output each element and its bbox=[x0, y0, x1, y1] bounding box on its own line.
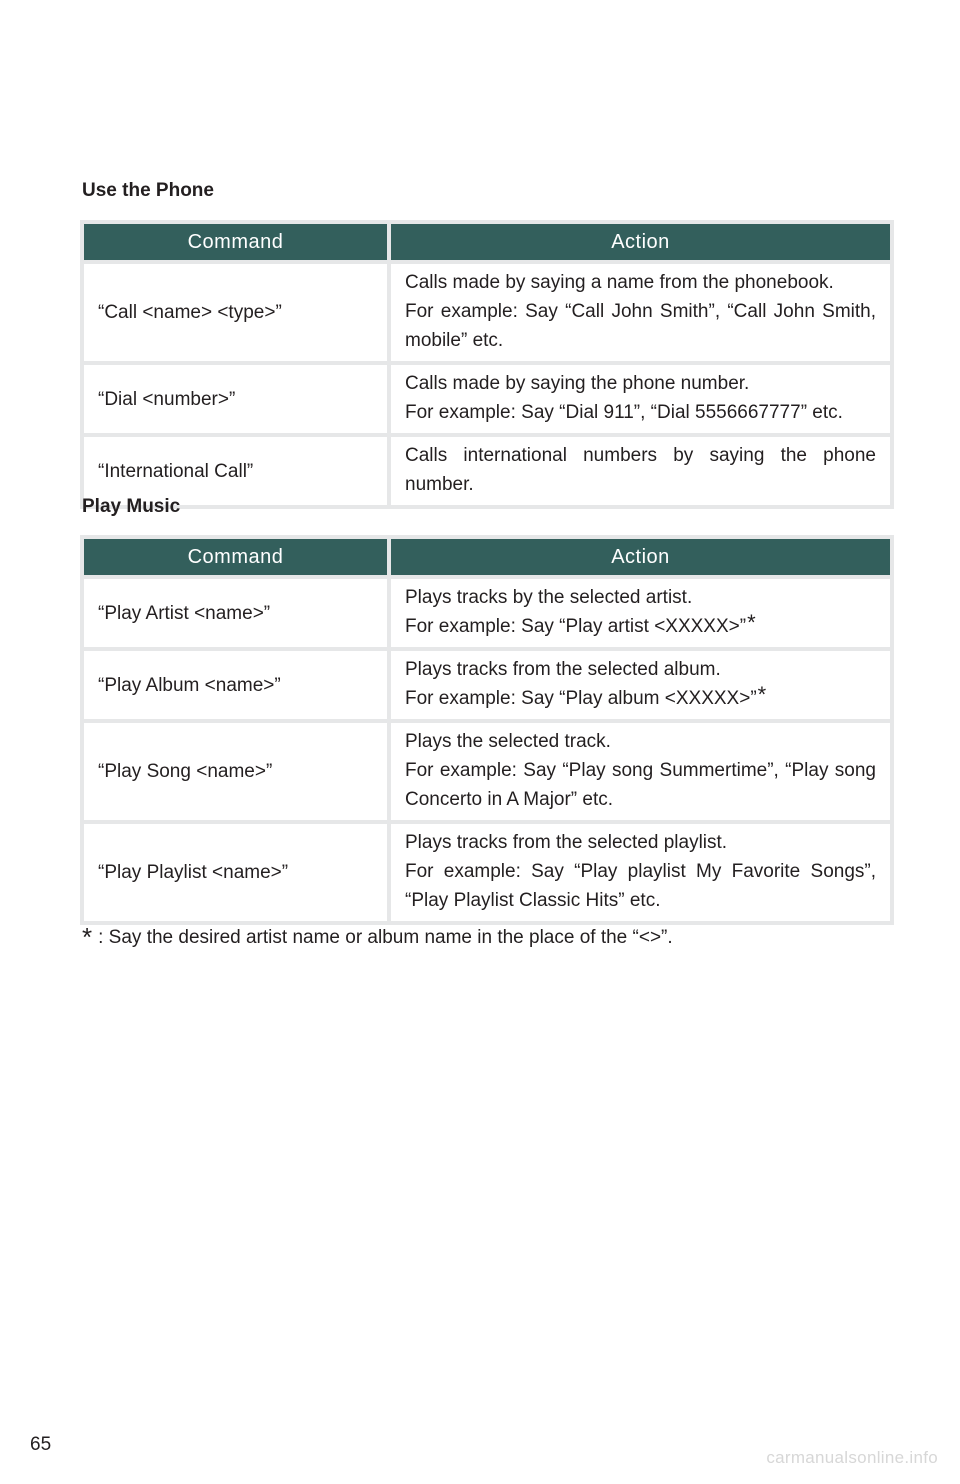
asterisk-marker: * bbox=[757, 682, 767, 707]
footnote-text: : Say the desired artist name or album name in the place of the “<>”. bbox=[98, 927, 673, 948]
column-header-command: Command bbox=[84, 224, 391, 260]
table-row bbox=[84, 365, 890, 433]
section-title-music: Play Music bbox=[82, 496, 181, 517]
command-cell: “Play Song <name>” bbox=[84, 723, 391, 820]
action-cell bbox=[391, 365, 890, 433]
column-header-action: Action bbox=[391, 539, 890, 575]
page-number: 65 bbox=[30, 1434, 52, 1455]
footnote-asterisk: * bbox=[82, 922, 93, 952]
action-cell bbox=[391, 437, 890, 505]
column-header-action: Action bbox=[391, 224, 890, 260]
action-cell bbox=[391, 579, 890, 647]
action-text: For example: Say “Play playlist My Favorite Songs”, “Play Playlist Classic Hits” etc. bbox=[405, 861, 876, 911]
action-text: Plays tracks from the selected album. bbox=[405, 659, 721, 680]
action-cell bbox=[391, 723, 890, 820]
asterisk-marker: * bbox=[747, 610, 756, 635]
action-text: For example: Say “Play album <XXXXX>” bbox=[405, 688, 757, 709]
action-text: Plays tracks from the selected playlist. bbox=[405, 832, 728, 853]
column-header-command: Command bbox=[84, 539, 391, 575]
action-cell bbox=[391, 824, 890, 921]
table-row bbox=[84, 723, 890, 820]
command-cell: “Play Artist <name>” bbox=[84, 579, 391, 647]
command-cell: “Call <name> <type>” bbox=[84, 264, 391, 361]
action-text: For example: Say “Dial 911”, “Dial 5556667777” etc. bbox=[405, 402, 843, 423]
command-cell: “Play Playlist <name>” bbox=[84, 824, 391, 921]
section-title-phone: Use the Phone bbox=[82, 180, 214, 201]
table-row bbox=[84, 651, 890, 719]
phone-command-table bbox=[80, 220, 894, 509]
footnote bbox=[82, 922, 673, 953]
action-text-line bbox=[405, 612, 876, 641]
action-text: For example: Say “Play artist <XXXXX>” bbox=[405, 616, 747, 637]
watermark: carmanualsonline.info bbox=[766, 1448, 938, 1467]
table-row bbox=[84, 579, 890, 647]
action-text: For example: Say “Call John Smith”, “Call John Smith, mobile” etc. bbox=[405, 301, 876, 351]
table-row bbox=[84, 824, 890, 921]
music-command-table bbox=[80, 535, 894, 925]
action-text: Calls made by saying the phone number. bbox=[405, 373, 750, 394]
action-cell bbox=[391, 264, 890, 361]
action-text: For example: Say “Play song Summertime”, “Play song Concerto in A Major” etc. bbox=[405, 760, 876, 810]
action-text: Calls made by saying a name from the phonebook. bbox=[405, 272, 834, 293]
action-text: Plays the selected track. bbox=[405, 731, 611, 752]
action-text: Calls international numbers by saying the phone number. bbox=[405, 445, 876, 495]
action-text: Plays tracks by the selected artist. bbox=[405, 587, 693, 608]
table-row bbox=[84, 264, 890, 361]
action-cell bbox=[391, 651, 890, 719]
action-text-line bbox=[405, 684, 876, 713]
command-cell: “Dial <number>” bbox=[84, 365, 391, 433]
table-row bbox=[84, 437, 890, 505]
command-cell: “Play Album <name>” bbox=[84, 651, 391, 719]
command-cell: “International Call” bbox=[84, 437, 391, 505]
